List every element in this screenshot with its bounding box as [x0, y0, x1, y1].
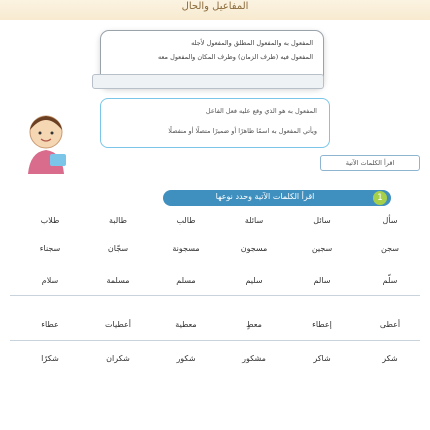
grid-row-1 — [10, 216, 420, 234]
word-cell: مسلمة — [106, 276, 130, 285]
word-cell: إعطاء — [312, 320, 332, 329]
row-divider — [10, 295, 420, 296]
word-cell: سلّم — [382, 276, 398, 285]
word-cell: شكور — [176, 354, 196, 363]
banner-number: 1 — [373, 191, 387, 205]
header-bar — [0, 0, 430, 20]
word-cell: سائل — [313, 216, 331, 225]
word-cell: عطاء — [41, 320, 59, 329]
grid-row-4 — [10, 320, 420, 338]
word-cell: معطية — [175, 320, 197, 329]
word-cell: سجناء — [39, 244, 61, 253]
grid-row-2 — [10, 244, 420, 262]
banner-text: اقرأ الكلمات الآتية وحدد نوعها — [215, 192, 315, 201]
word-cell: مسجون — [240, 244, 268, 253]
word-cell: مسلم — [176, 276, 196, 285]
instruction-tag: اقرأ الكلمات الآتية — [320, 155, 420, 171]
word-cell: مسجونة — [172, 244, 200, 253]
header-title: المفاعيل والحال — [181, 1, 249, 12]
info-line-1: المفعول به والمفعول المطلق والمفعول لأجله — [191, 39, 313, 47]
definition-card — [100, 98, 330, 148]
word-cell: شكر — [382, 354, 398, 363]
word-cell: شكرًا — [41, 354, 59, 363]
grid-row-3 — [10, 276, 420, 294]
word-cell: سأل — [382, 216, 398, 225]
word-cell: أعطيات — [105, 320, 131, 329]
word-cell: أعطى — [379, 320, 401, 329]
word-cell: طلاب — [40, 216, 60, 225]
word-cell: سالم — [313, 276, 331, 285]
word-cell: شاكر — [313, 354, 331, 363]
grid-row-5 — [10, 354, 420, 372]
word-cell: معطٍ — [246, 320, 262, 329]
word-cell: سجين — [311, 244, 333, 253]
word-cell: شكران — [106, 354, 130, 363]
word-cell: سليم — [245, 276, 263, 285]
word-cell: سائلة — [244, 216, 264, 225]
info-line-2: المفعول فيه (ظرف الزمان) وظرف المكان والمفعول معه — [157, 53, 313, 61]
word-cell: طالب — [176, 216, 196, 225]
word-cell: سجّان — [107, 244, 129, 253]
student-illustration — [12, 108, 80, 174]
info-strip — [92, 74, 324, 89]
row-divider — [10, 340, 420, 341]
word-cell: مشكور — [242, 354, 266, 363]
word-cell: طالبة — [109, 216, 127, 225]
word-cell: سجن — [381, 244, 399, 253]
section-banner — [163, 190, 391, 206]
definition-row-2: ويأتي المفعول به اسمًا ظاهرًا أو ضميرًا متصلًا أو منفصلًا — [168, 127, 317, 135]
word-cell: سلام — [41, 276, 59, 285]
definition-row-1: المفعول به هو الذي وقع عليه فعل الفاعل — [205, 107, 317, 115]
